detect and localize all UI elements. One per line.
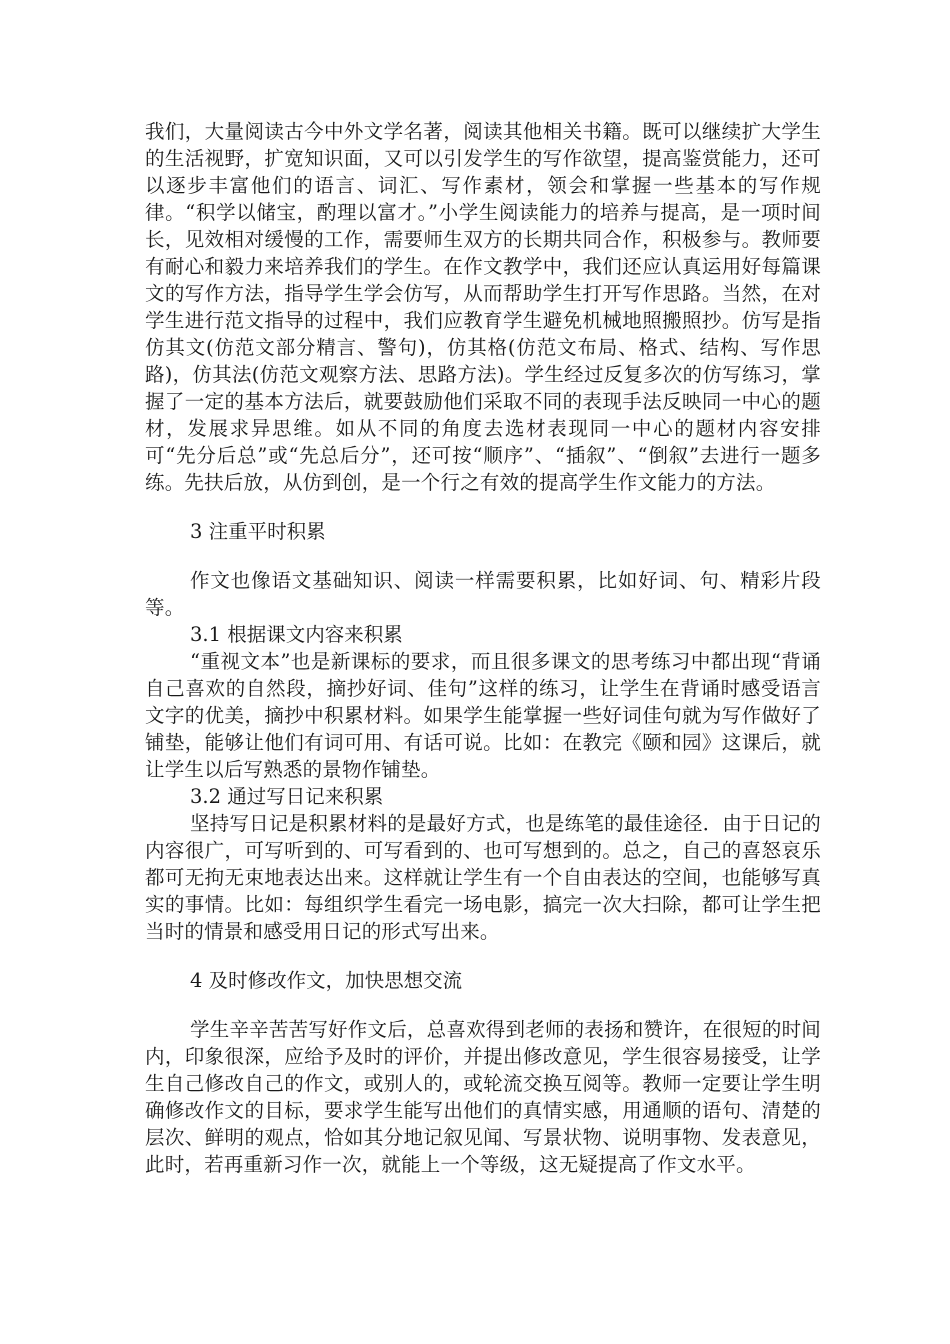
intro-paragraph: 我们，大量阅读古今中外文学名著，阅读其他相关书籍。既可以继续扩大学生的生活视野，扩宽知识面，又可以引发学生的写作欲望，提高鉴赏能力，还可以逐步丰富他们的语言、词汇、写作素材，领会和掌握一些基本的写作规律。“积学以储宝，酌理以富才。”小学生阅读能力的培养与提高，是一项时间长，见效相对缓慢的工作，需要师生双方的长期共同合作，积极参与。教师要有耐心和毅力来培养我们的学生。在作文教学中，我们还应认真运用好每篇课文的写作方法，指导学生学会仿写，从而帮助学生打开写作思路。当然，在对学生进行范文指导的过程中，我们应教育学生避免机械地照搬照抄。仿写是指仿其文(仿范文部分精言、警句)，仿其格(仿范文布局、格式、结构、写作思路)，仿其法(仿范文观察方法、思路方法)。学生经过反复多次的仿写练习，掌握了一定的基本方法后，就要鼓励他们采取不同的表现手法反映同一中心的题材，发展求异思维。如从不同的角度去选材表现同一中心的题材内容安排可“先分后总”或“先总后分”，还可按“顺序”、“插叙”、“倒叙”去进行一题多练。先扶后放，从仿到创，是一个行之有效的提高学生作文能力的方法。 <box>145 120 821 494</box>
section-3-intro: 作文也像语文基础知识、阅读一样需要积累，比如好词、句、精彩片段等。 <box>145 569 821 619</box>
spacer <box>145 945 821 967</box>
spacer <box>145 994 821 1016</box>
section-3-2-text: 坚持写日记是积累材料的是最好方式，也是练笔的最佳途径．由于日记的内容很广，可写听到的、可写看到的、也可写想到的。总之，自己的喜怒哀乐都可无拘无束地表达出来。这样就让学生有一个自由表达的空间，也能够写真实的事情。比如：每组织学生看完一场电影，搞完一次大扫除，都可让学生把当时的情景和感受用日记的形式写出来。 <box>145 812 821 943</box>
section-3-1-text: “重视文本”也是新课标的要求，而且很多课文的思考练习中都出现“背诵自己喜欢的自然段，摘抄好词、佳句”这样的练习，让学生在背诵时感受语言文字的优美，摘抄中积累材料。如果学生能掌握一些好词佳句就为写作做好了铺垫，能够让他们有词可用、有话可说。比如：在教完《颐和园》这课后，就让学生以后写熟悉的景物作铺垫。 <box>145 650 821 781</box>
spacer <box>145 545 821 567</box>
section-3-heading: 3 注重平时积累 <box>190 520 326 543</box>
section-3-2-heading: 3.2 通过写日记来积累 <box>190 785 384 808</box>
document-page <box>145 118 821 1178</box>
spacer <box>145 496 821 518</box>
section-3-1-heading: 3.1 根据课文内容来积累 <box>190 623 403 646</box>
section-4-text: 学生辛辛苦苦写好作文后，总喜欢得到老师的表扬和赞许，在很短的时间内，印象很深，应给予及时的评价，并提出修改意见，学生很容易接受，让学生自己修改自己的作文，或别人的，或轮流交换互阅等。教师一定要让学生明确修改作文的目标，要求学生能写出他们的真情实感，用通顺的语句、清楚的层次、鲜明的观点，恰如其分地记叙见闻、写景状物、说明事物、发表意见，此时，若再重新习作一次，就能上一个等级，这无疑提高了作文水平。 <box>145 1018 821 1176</box>
section-4-heading: 4 及时修改作文，加快思想交流 <box>190 969 463 992</box>
